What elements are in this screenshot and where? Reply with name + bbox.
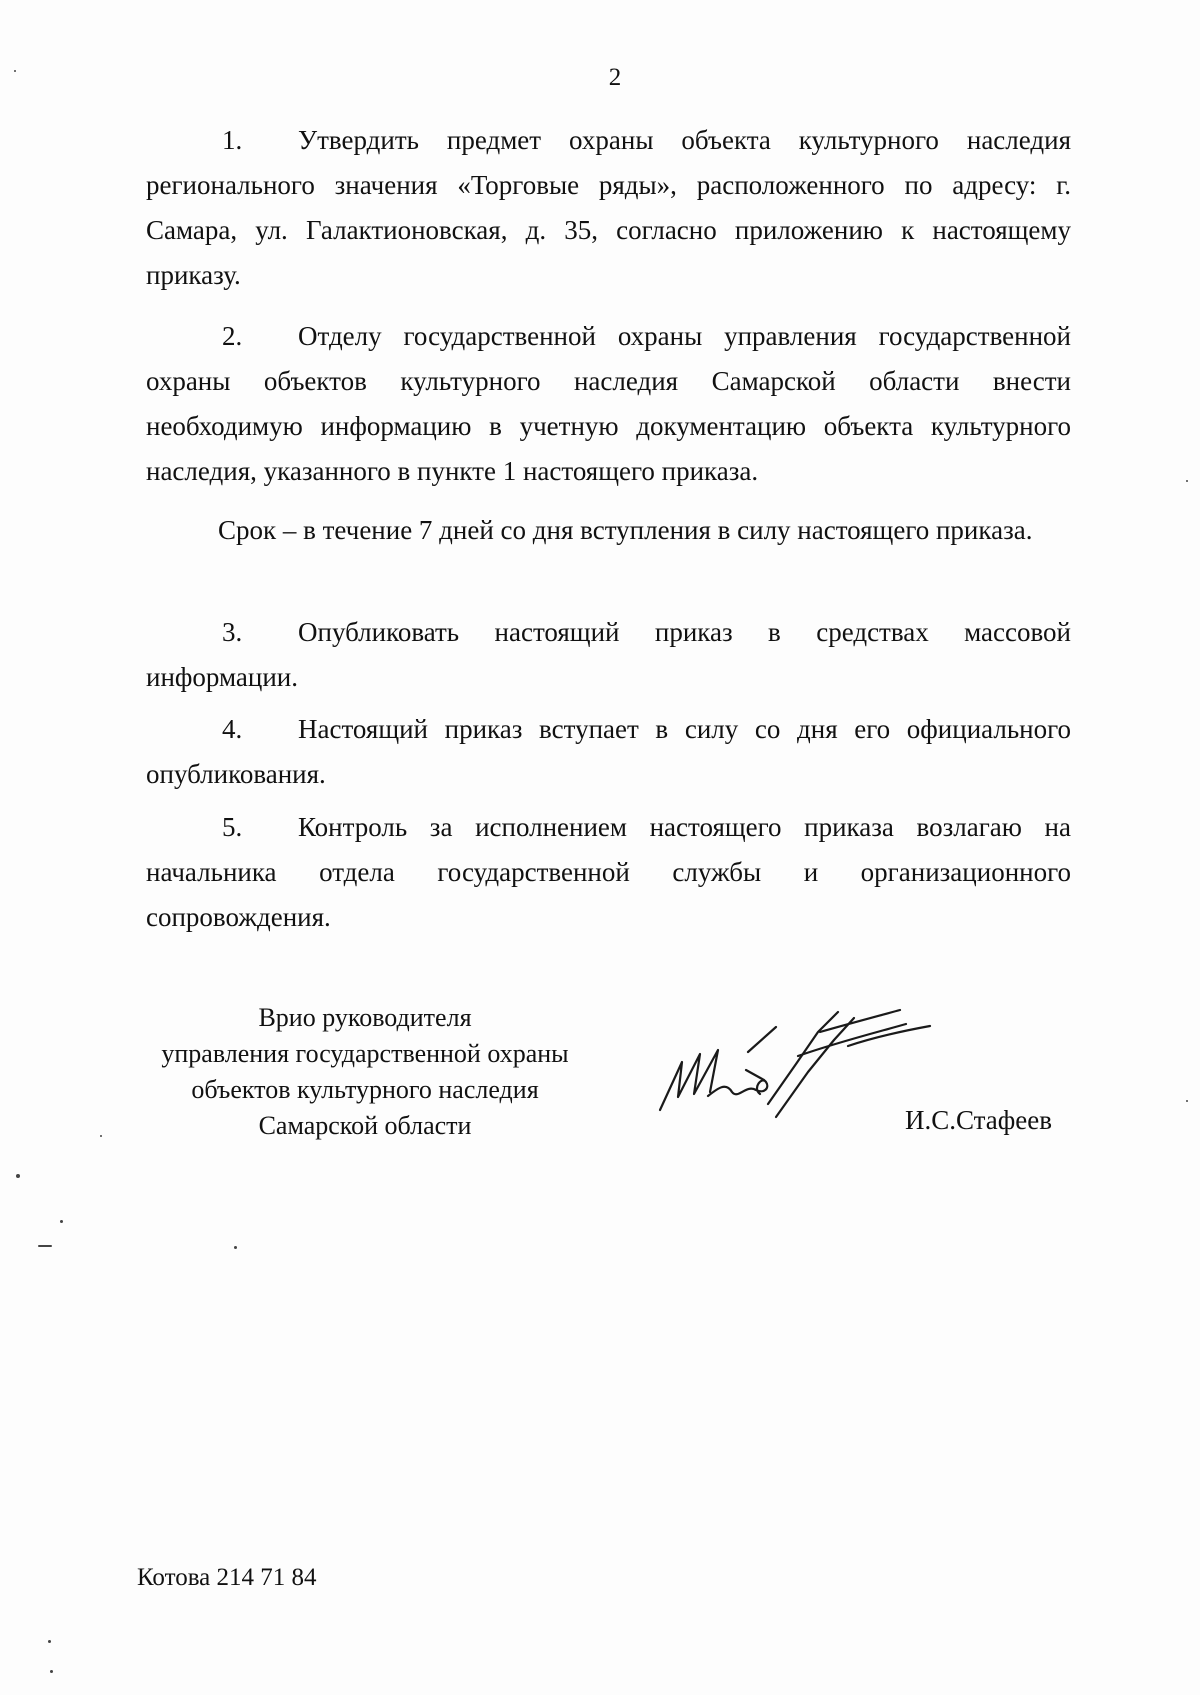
scan-speck [60, 1220, 63, 1223]
signer-title-line: Самарской области [258, 1111, 472, 1140]
scan-speck [1186, 1100, 1188, 1102]
paragraph-4-text: Настоящий приказ вступает в силу со дня его официального опубликования. [146, 714, 1071, 789]
signer-name: И.С.Стафеев [905, 1105, 1052, 1135]
paragraph-5 [146, 805, 1071, 940]
paragraph-1-text: Утвердить предмет охраны объекта культурного наследия регионального значения «Торговые ряды», расположенного по адресу: г. Самара, ул. Галактионовская, д. 35, согласно приложению к настоящему приказу. [146, 125, 1071, 290]
paragraph-3 [146, 610, 1071, 700]
paragraph-5-text: Контроль за исполнением настоящего приказа возлагаю на начальника отдела государственной службы и организационного сопровождения. [146, 812, 1071, 932]
handwritten-signature [648, 992, 948, 1142]
paragraph-3-number: 3. [222, 617, 243, 647]
scan-speck [100, 1135, 102, 1137]
paragraph-2 [146, 314, 1071, 494]
paragraph-deadline-text: Срок – в течение 7 дней со дня вступления в силу настоящего приказа. [218, 515, 1033, 545]
signer-title-line: Врио руководителя [258, 1003, 472, 1032]
signer-title [130, 1000, 600, 1144]
paragraph-4 [146, 707, 1071, 797]
paragraph-4-number: 4. [222, 714, 243, 744]
page-number: 2 [608, 64, 622, 91]
signer-title-line: объектов культурного наследия [191, 1075, 539, 1104]
scan-speck [16, 1174, 20, 1178]
signer-title-line: управления государственной охраны [161, 1039, 569, 1068]
scan-speck [234, 1246, 237, 1249]
paragraph-2-text: Отделу государственной охраны управления государственной охраны объектов культурного наследия Самарской области внести необходимую информацию в учетную документацию объекта культурного наследия, указанного в пункте 1 настоящего приказа. [146, 321, 1071, 486]
paragraph-1-number: 1. [222, 125, 243, 155]
scan-speck [50, 1670, 53, 1673]
scan-speck [1186, 480, 1188, 482]
contact-line: Котова 214 71 84 [137, 1564, 317, 1591]
scan-speck [38, 1245, 52, 1247]
paragraph-1 [146, 118, 1071, 298]
scan-speck [14, 70, 16, 72]
paragraph-deadline [218, 508, 1071, 553]
paragraph-3-text: Опубликовать настоящий приказ в средствах массовой информации. [146, 617, 1071, 692]
paragraph-2-number: 2. [222, 321, 243, 351]
scan-speck [48, 1640, 51, 1643]
paragraph-5-number: 5. [222, 812, 243, 842]
